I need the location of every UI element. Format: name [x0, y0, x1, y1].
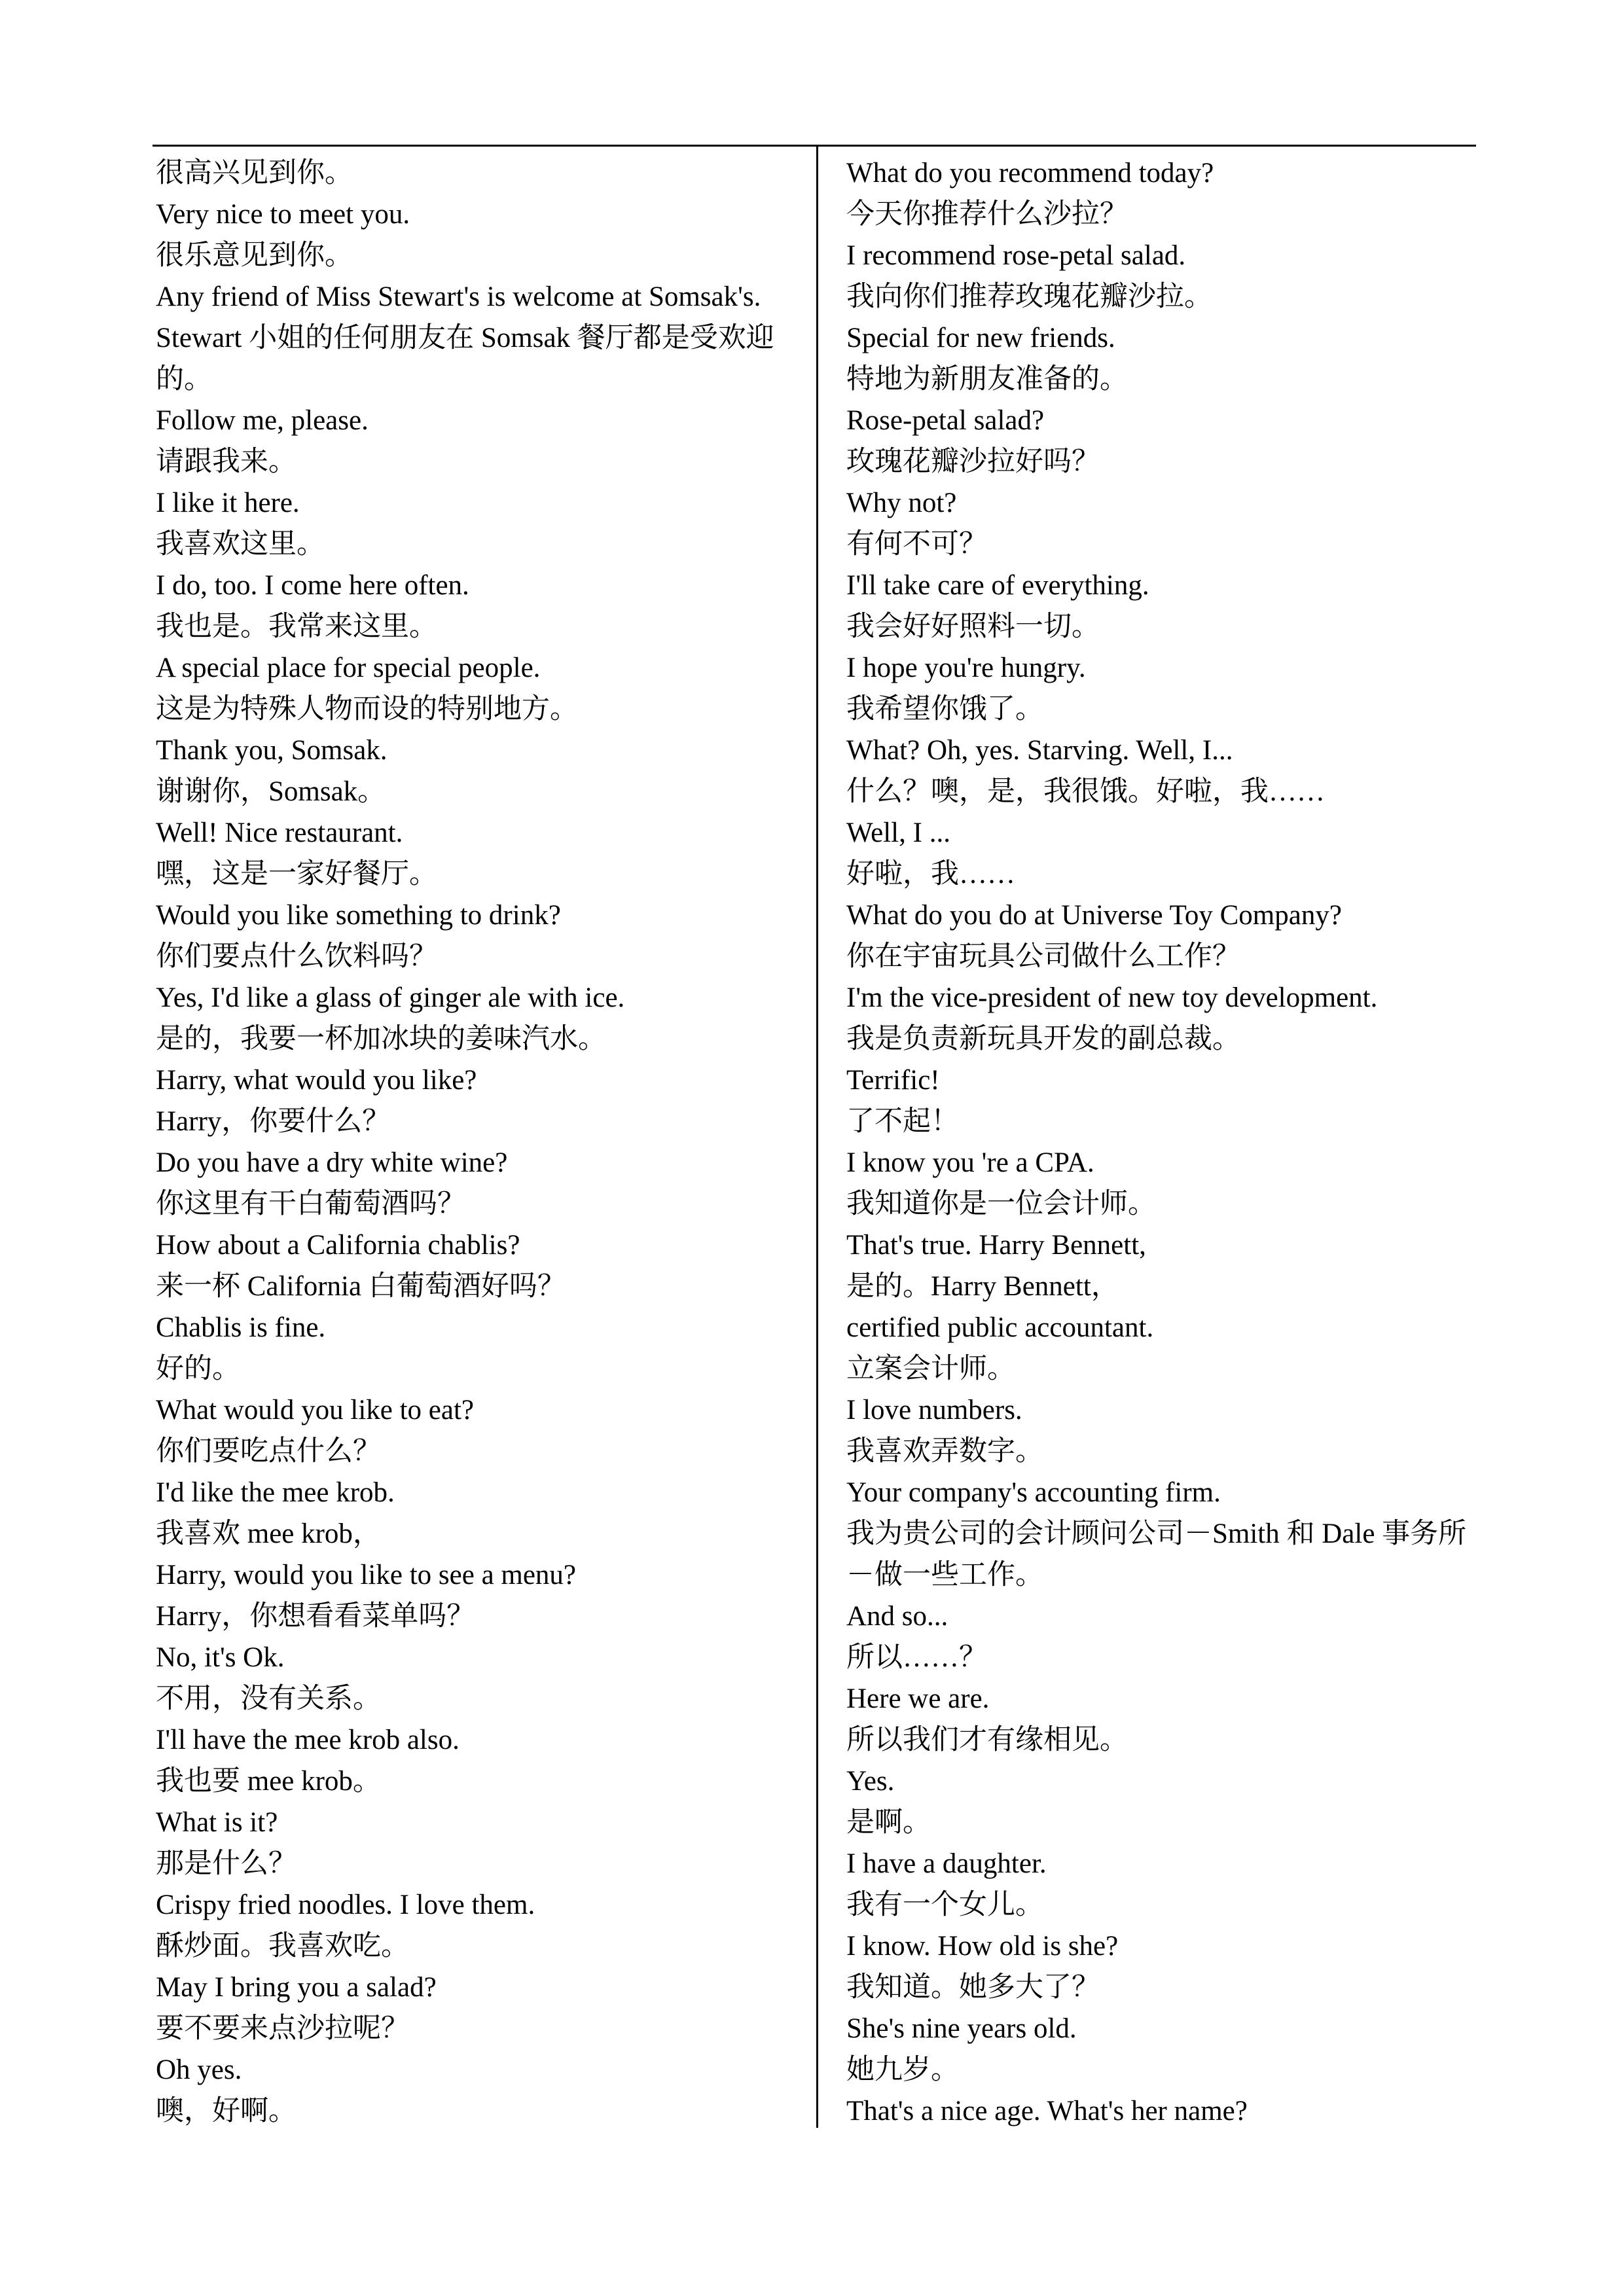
dialogue-line: I have a daughter.: [846, 1848, 1047, 1879]
column-divider: [816, 145, 818, 2128]
dialogue-line: 我是负责新玩具开发的副总裁。: [846, 1024, 1240, 1054]
dialogue-line: 我也是。我常来这里。: [156, 611, 437, 642]
dialogue-line: 要不要来点沙拉呢？: [156, 2013, 409, 2044]
dialogue-line: I'll take care of everything.: [846, 570, 1149, 601]
dialogue-line: 噢，好啊。: [156, 2096, 297, 2126]
dialogue-line: Oh yes.: [156, 2054, 242, 2085]
dialogue-line: I'm the vice-president of new toy development.: [846, 982, 1378, 1013]
dialogue-line: Rose-petal salad?: [846, 405, 1045, 436]
dialogue-line: 好的。: [156, 1354, 240, 1384]
dialogue-line: Would you like something to drink?: [156, 900, 561, 931]
dialogue-line: Follow me, please.: [156, 405, 369, 436]
dialogue-line: 你们要吃点什么？: [156, 1436, 381, 1467]
dialogue-line: Crispy fried noodles. I love them.: [156, 1890, 535, 1920]
dialogue-line: How about a California chablis?: [156, 1230, 520, 1261]
dialogue-line: Well, I ...: [846, 817, 950, 848]
dialogue-line: Harry, would you like to see a menu?: [156, 1560, 577, 1590]
dialogue-line: 立案会计师。: [846, 1354, 1015, 1384]
dialogue-line: 我也要 mee krob。: [156, 1766, 381, 1797]
dialogue-line: That's a nice age. What's her name?: [846, 2096, 1248, 2126]
dialogue-line: 我会好好照料一切。: [846, 611, 1100, 642]
dialogue-line: Your company's accounting firm.: [846, 1477, 1221, 1508]
dialogue-line: Very nice to meet you.: [156, 199, 410, 230]
dialogue-line: I know you 're a CPA.: [846, 1147, 1094, 1178]
dialogue-line: 我喜欢弄数字。: [846, 1436, 1043, 1467]
dialogue-line: 你们要点什么饮料吗？: [156, 941, 437, 972]
dialogue-line: I like it here.: [156, 488, 300, 518]
dialogue-line: 你在宇宙玩具公司做什么工作？: [846, 941, 1240, 972]
dialogue-line: 不用，没有关系。: [156, 1683, 381, 1714]
dialogue-line: 好啦，我……: [846, 859, 1015, 889]
dialogue-line: Stewart 小姐的任何朋友在 Somsak 餐厅都是受欢迎: [156, 323, 774, 353]
dialogue-line: 所以我们才有缘相见。: [846, 1725, 1128, 1755]
dialogue-line: 来一杯 California 白葡萄酒好吗？: [156, 1271, 566, 1302]
dialogue-line: 我向你们推荐玫瑰花瓣沙拉。: [846, 281, 1212, 312]
dialogue-line: 我喜欢这里。: [156, 529, 325, 560]
dialogue-line: 这是为特殊人物而设的特别地方。: [156, 694, 578, 725]
dialogue-line: May I bring you a salad?: [156, 1972, 437, 2003]
dialogue-line: 我知道你是一位会计师。: [846, 1189, 1156, 1219]
dialogue-line: 是的，我要一杯加冰块的姜味汽水。: [156, 1024, 606, 1054]
dialogue-line: 所以……？: [846, 1642, 987, 1673]
dialogue-line: 我知道。她多大了？: [846, 1972, 1100, 2003]
dialogue-line: Thank you, Somsak.: [156, 735, 388, 766]
dialogue-line: Harry, what would you like?: [156, 1065, 477, 1096]
dialogue-line: 有何不可？: [846, 529, 987, 560]
dialogue-line: I'd like the mee krob.: [156, 1477, 395, 1508]
dialogue-line: 了不起！: [846, 1106, 959, 1137]
dialogue-line: I'll have the mee krob also.: [156, 1725, 460, 1755]
dialogue-line: Chablis is fine.: [156, 1312, 326, 1343]
dialogue-line: 请跟我来。: [156, 446, 297, 477]
dialogue-line: What would you like to eat?: [156, 1395, 474, 1426]
dialogue-line: 很高兴见到你。: [156, 158, 353, 188]
dialogue-line: Harry，你想看看菜单吗？: [156, 1601, 475, 1632]
dialogue-line: A special place for special people.: [156, 653, 541, 683]
dialogue-line: 今天你推荐什么沙拉？: [846, 199, 1128, 230]
dialogue-line: 谢谢你，Somsak。: [156, 776, 386, 807]
dialogue-line: That's true. Harry Bennett,: [846, 1230, 1146, 1261]
dialogue-line: 很乐意见到你。: [156, 240, 353, 271]
dialogue-line: Do you have a dry white wine?: [156, 1147, 508, 1178]
dialogue-line: 玫瑰花瓣沙拉好吗？: [846, 446, 1100, 477]
dialogue-line: Harry，你要什么？: [156, 1106, 391, 1137]
dialogue-line: What is it?: [156, 1807, 278, 1838]
dialogue-line: 我为贵公司的会计顾问公司－Smith 和 Dale 事务所: [846, 1518, 1467, 1549]
dialogue-line: She's nine years old.: [846, 2013, 1077, 2044]
dialogue-line: I love numbers.: [846, 1395, 1022, 1426]
dialogue-line: 的。: [156, 364, 212, 395]
dialogue-line: Yes.: [846, 1766, 895, 1797]
dialogue-line: 嘿，这是一家好餐厅。: [156, 859, 437, 889]
dialogue-line: Well! Nice restaurant.: [156, 817, 403, 848]
dialogue-line: What? Oh, yes. Starving. Well, I...: [846, 735, 1233, 766]
dialogue-line: Here we are.: [846, 1683, 990, 1714]
dialogue-line: I know. How old is she?: [846, 1931, 1119, 1962]
dialogue-line: certified public accountant.: [846, 1312, 1154, 1343]
dialogue-line: I do, too. I come here often.: [156, 570, 469, 601]
right-column: [846, 152, 1488, 2132]
dialogue-line: 是的。Harry Bennett，: [846, 1271, 1119, 1302]
dialogue-line: I recommend rose-petal salad.: [846, 240, 1186, 271]
dialogue-line: 你这里有干白葡萄酒吗？: [156, 1189, 465, 1219]
dialogue-line: Terrific!: [846, 1065, 940, 1096]
dialogue-line: Why not?: [846, 488, 957, 518]
top-rule: [153, 145, 1476, 147]
dialogue-line: 那是什么？: [156, 1848, 297, 1879]
dialogue-line: Special for new friends.: [846, 323, 1115, 353]
dialogue-line: 是啊。: [846, 1807, 931, 1838]
dialogue-line: 特地为新朋友准备的。: [846, 364, 1128, 395]
dialogue-line: Any friend of Miss Stewart's is welcome at Somsak's.: [156, 281, 761, 312]
dialogue-line: 她九岁。: [846, 2054, 959, 2085]
dialogue-line: 我喜欢 mee krob，: [156, 1518, 381, 1549]
dialogue-line: What do you recommend today?: [846, 158, 1214, 188]
dialogue-line: 什么？噢，是，我很饿。好啦，我……: [846, 776, 1325, 807]
dialogue-line: 我有一个女儿。: [846, 1890, 1043, 1920]
dialogue-line: And so...: [846, 1601, 948, 1632]
dialogue-line: 酥炒面。我喜欢吃。: [156, 1931, 409, 1962]
dialogue-line: 我希望你饿了。: [846, 694, 1043, 725]
dialogue-line: I hope you're hungry.: [846, 653, 1086, 683]
left-column: [156, 152, 804, 2132]
dialogue-line: What do you do at Universe Toy Company?: [846, 900, 1342, 931]
dialogue-line: －做一些工作。: [846, 1560, 1043, 1590]
dialogue-line: Yes, I'd like a glass of ginger ale with ice.: [156, 982, 625, 1013]
dialogue-line: No, it's Ok.: [156, 1642, 285, 1673]
